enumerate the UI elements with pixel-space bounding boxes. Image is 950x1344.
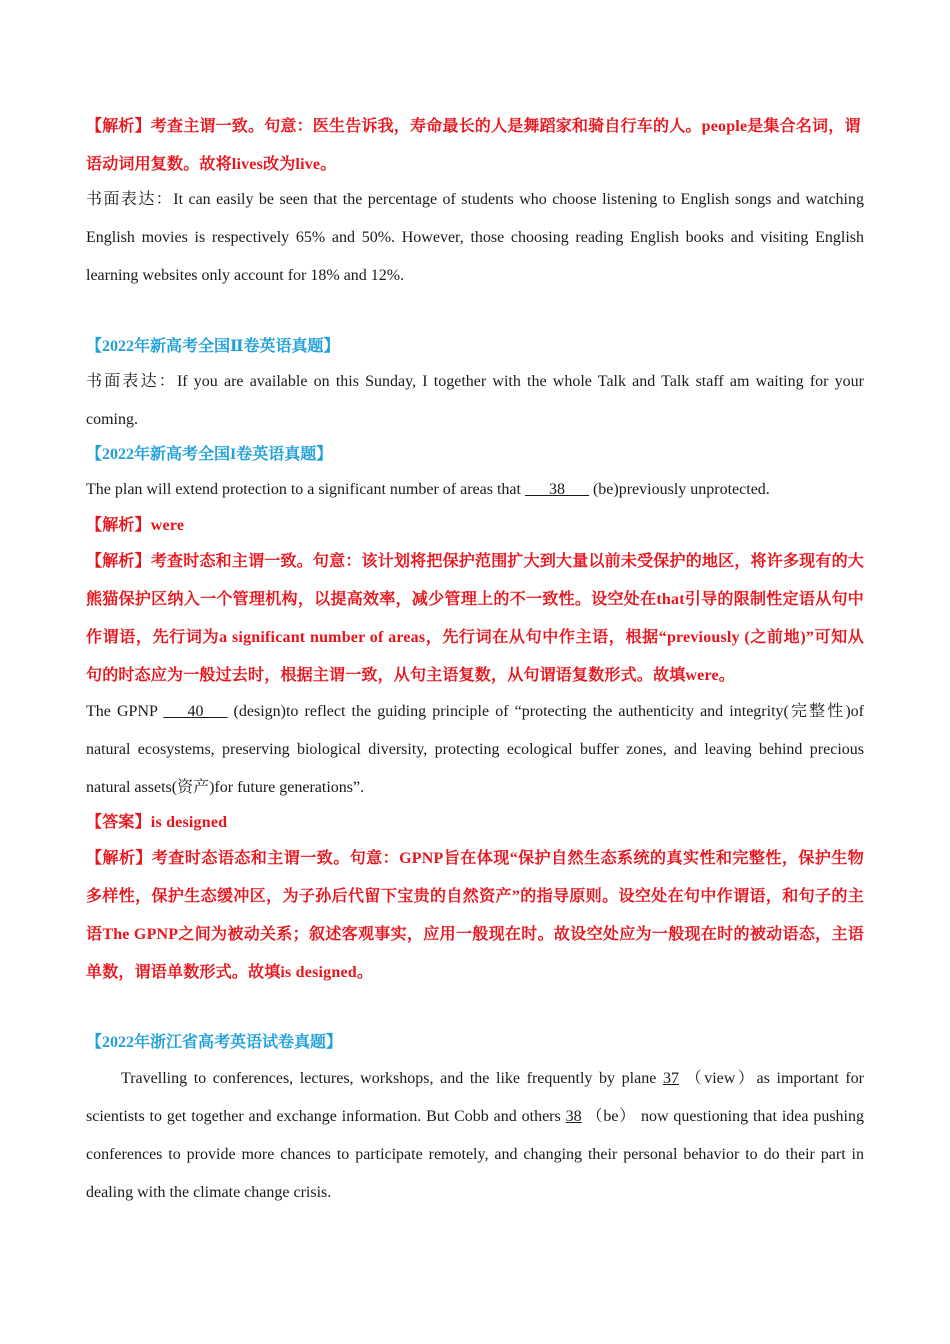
question-38-text-after: (be)previously unprotected. [588,481,770,498]
blank-38: ___38___ [524,481,589,498]
passage-text-part-1: Travelling to conferences, lectures, workshops, and the like frequently by plane [121,1070,663,1087]
question-38-text-before: The plan will extend protection to a significant number of areas that [86,481,525,498]
section-heading-2022-national-1: 【2022年新高考全国I卷英语真题】 [86,446,333,463]
answer-38: 【解析】were [86,517,185,534]
passage-text-part-2: （view）as important for scientists to get together and exchange information. But Cobb and others [86,1070,864,1125]
section-heading-2022-zhejiang: 【2022年浙江省高考英语试卷真题】 [86,1034,343,1051]
blank-37: 37 [662,1070,679,1087]
analysis-lives: 【解析】考查主谓一致。句意：医生告诉我，寿命最长的人是舞蹈家和骑自行车的人。people是集合名词，谓语动词用复数。故将lives改为live。 [86,118,861,173]
section-heading-2022-national-2: 【2022年新高考全国Ⅱ卷英语真题】 [86,338,340,355]
question-40-text-after: (design)to reflect the guiding principle of “protecting the authenticity and integrity(完整性)of natural ecosystems, preserving biological diversity, protecting ecological buffer zones, and leaving behind precious natural assets(资产)for future generations”. [86,703,864,796]
writing-paragraph-2: 书面表达：If you are available on this Sunday, I together with the whole Talk and Talk staff am waiting for your coming. [86,373,864,428]
question-38 [86,472,864,508]
blank-40: ___40___ [163,703,228,720]
analysis-38: 【解析】考查时态和主谓一致。句意：该计划将把保护范围扩大到大量以前未受保护的地区，将许多现有的大熊猫保护区纳入一个管理机构，以提高效率，减少管理上的不一致性。设空处在that引导的限制性定语从句中作谓语，先行词为a significant number of areas，先行词在从句中作主语，根据“previously (之前地)”可知从句的时态应为一般过去时，根据主谓一致，从句主语复数，从句谓语复数形式。故填were。 [86,553,864,684]
writing-paragraph-1: 书面表达：It can easily be seen that the percentage of students who choose listening to English songs and watching English movies is respectively 65% and 50%. However, those choosing reading English books and visiting English learning websites only account for 18% and 12%. [86,191,864,284]
question-40 [86,693,864,807]
analysis-40: 【解析】考查时态语态和主谓一致。句意：GPNP旨在体现“保护自然生态系统的真实性和完整性，保护生物多样性，保护生态缓冲区，为子孙后代留下宝贵的自然资产”的指导原则。设空处在句中作谓语，和句子的主语The GPNP之间为被动关系；叙述客观事实，应用一般现在时。故设空处应为一般现在时的被动语态，主语单数，谓语单数形式。故填is designed。 [86,850,864,981]
passage-text-part-3: （be） now questioning that idea pushing conferences to provide more chances to participate remotely, and changing their personal behavior to do their part in dealing with the climate change crisis. [86,1108,864,1201]
answer-40: 【答案】is designed [86,814,228,831]
question-40-text-before: The GPNP [86,703,164,720]
blank-38-zhejiang: 38 [565,1108,582,1125]
zhejiang-passage [86,1060,864,1212]
